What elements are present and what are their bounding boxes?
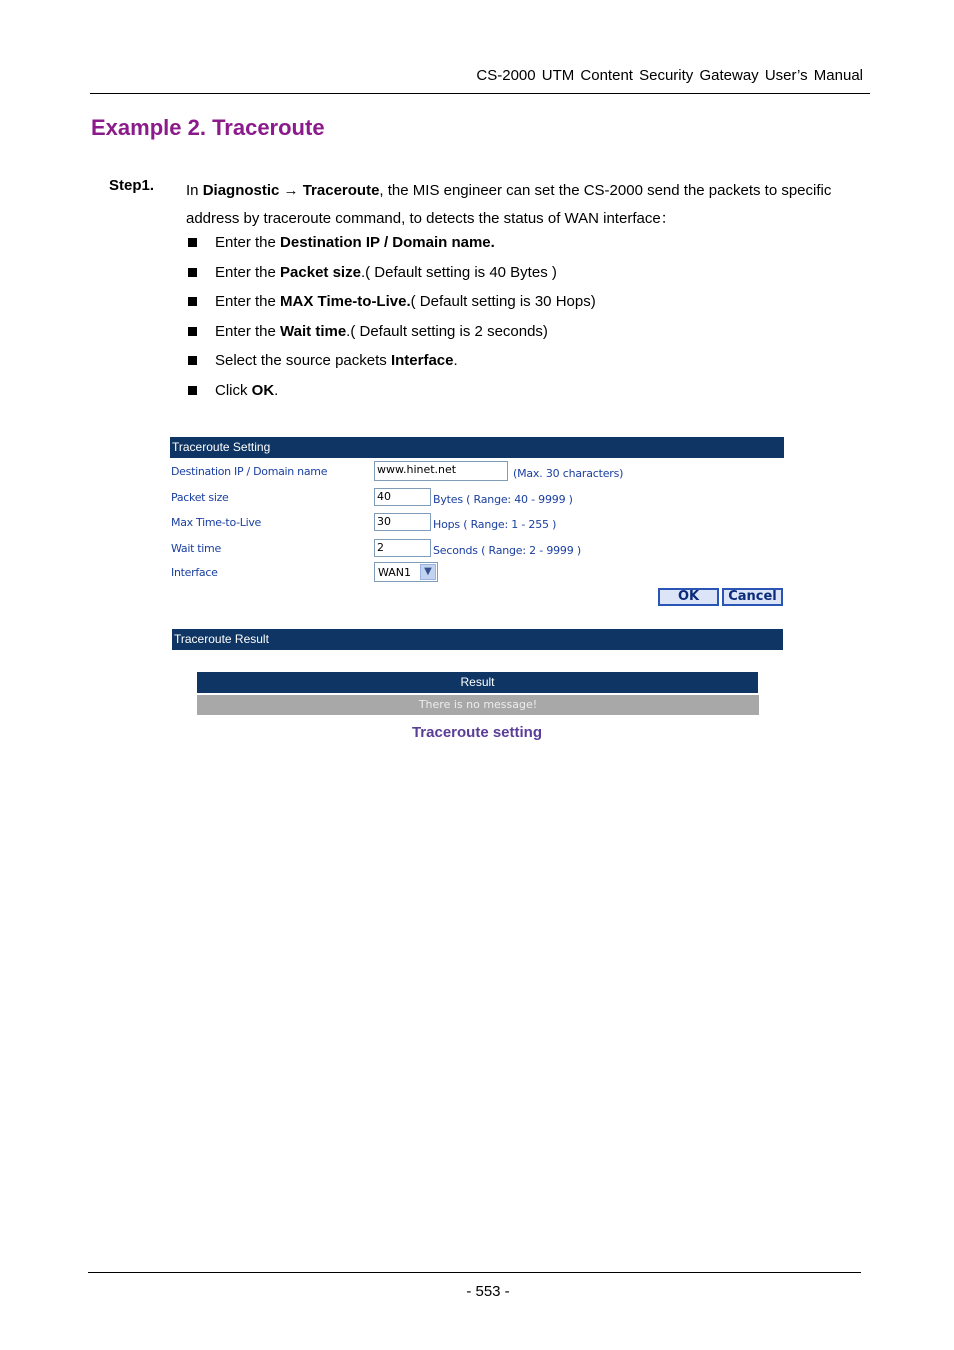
result-message: There is no message! bbox=[197, 695, 759, 715]
cancel-button[interactable]: Cancel bbox=[722, 588, 783, 606]
traceroute-setting-bar bbox=[170, 437, 784, 458]
traceroute-result-bar bbox=[172, 629, 783, 650]
packet-size-input[interactable]: 40 bbox=[374, 488, 431, 506]
bullet-square-icon bbox=[188, 386, 197, 395]
step-label: Step1. bbox=[109, 177, 155, 194]
bullet-square-icon bbox=[188, 356, 197, 365]
arrow-icon: → bbox=[279, 182, 303, 199]
bullet-square-icon bbox=[188, 268, 197, 277]
traceroute-result-title: Traceroute Result bbox=[174, 632, 269, 646]
packet-size-note: Bytes ( Range: 40 - 9999 ) bbox=[433, 493, 573, 506]
list-item: Enter the MAX Time-to-Live.( Default setting is 30 Hops) bbox=[186, 291, 596, 321]
section-heading: Example 2. Traceroute bbox=[91, 115, 325, 140]
figure-caption: Traceroute setting bbox=[411, 724, 543, 741]
list-item: Select the source packets Interface. bbox=[186, 350, 596, 380]
interface-value: WAN1 bbox=[378, 566, 412, 579]
step-description: In Diagnostic → Traceroute, the MIS engineer can set the CS-2000 send the packets to specific address by traceroute command, to detects the status of WAN interface： bbox=[186, 182, 832, 227]
wait-time-label: Wait time bbox=[171, 542, 221, 555]
result-column-header: Result bbox=[197, 672, 758, 693]
manual-title: CS-2000 UTM Content Security Gateway User’s Manual bbox=[476, 67, 863, 84]
ttl-note: Hops ( Range: 1 - 255 ) bbox=[433, 518, 557, 531]
page-number: - 553 - bbox=[466, 1283, 510, 1300]
instruction-list bbox=[186, 232, 596, 409]
chevron-down-icon[interactable]: ▼ bbox=[420, 564, 436, 580]
traceroute-setting-title: Traceroute Setting bbox=[172, 440, 271, 454]
wait-time-note: Seconds ( Range: 2 - 9999 ) bbox=[433, 544, 581, 557]
destination-note: (Max. 30 characters) bbox=[513, 467, 624, 480]
ttl-label: Max Time-to-Live bbox=[171, 516, 262, 529]
header-divider bbox=[90, 93, 870, 94]
bullet-square-icon bbox=[188, 238, 197, 247]
ttl-input[interactable]: 30 bbox=[374, 513, 431, 531]
interface-label: Interface bbox=[171, 566, 218, 579]
destination-input[interactable]: www.hinet.net bbox=[374, 461, 508, 481]
footer-divider bbox=[88, 1272, 861, 1273]
destination-label: Destination IP / Domain name bbox=[171, 465, 328, 478]
interface-select[interactable] bbox=[374, 562, 438, 582]
list-item: Enter the Wait time.( Default setting is 2 seconds) bbox=[186, 321, 596, 351]
list-item: Enter the Destination IP / Domain name. bbox=[186, 232, 596, 262]
list-item: Enter the Packet size.( Default setting is 40 Bytes ) bbox=[186, 262, 596, 292]
wait-time-input[interactable]: 2 bbox=[374, 539, 431, 557]
bullet-square-icon bbox=[188, 297, 197, 306]
packet-size-label: Packet size bbox=[171, 491, 229, 504]
ok-button[interactable]: OK bbox=[658, 588, 719, 606]
bullet-square-icon bbox=[188, 327, 197, 336]
list-item: Click OK. bbox=[186, 380, 596, 410]
